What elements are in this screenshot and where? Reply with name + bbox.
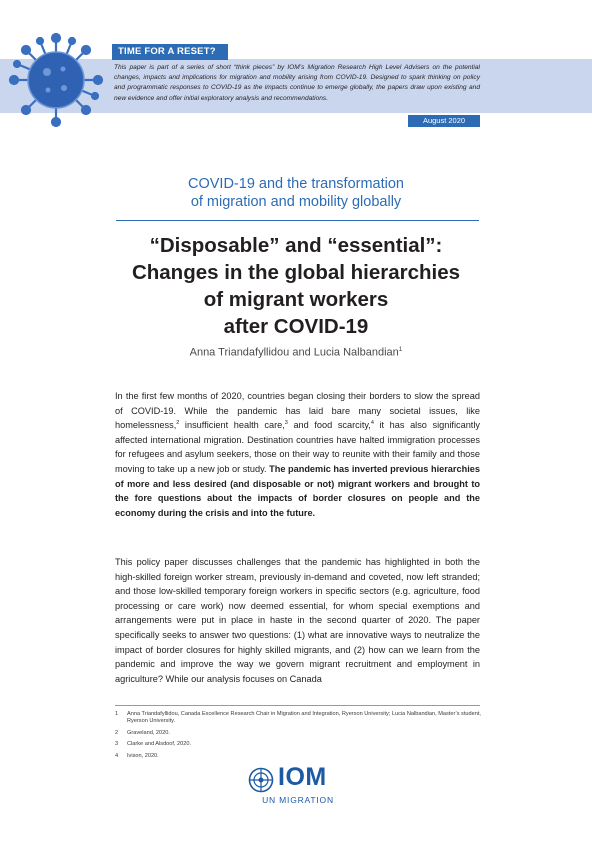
footnote-ref[interactable]: 4: [370, 420, 374, 427]
logo-wordmark: IOM: [278, 763, 327, 791]
intro-paragraph: [115, 389, 480, 520]
footnote-text: Ivison, 2020.: [127, 752, 159, 759]
series-title: [116, 175, 476, 211]
footnote: [115, 753, 483, 760]
footnote-ref[interactable]: 3: [284, 420, 288, 427]
title-divider: [116, 220, 479, 221]
title-line: Changes in the global hierarchies: [131, 261, 461, 284]
body-paragraph: This policy paper discusses challenges that the pandemic has highlighted in both the high-skilled foreign worker stream, previously in-demand and coveted, now left stranded; and those low-skilled temporary foreign workers in specific sectors (e.g. agriculture, food processing or care work) now deemed essential, for whom special exemptions and arrangements were put in place in haste in the second quarter of 2020. The paper specifically seeks to answer two questions: (1) what are innovative ways to neutralize the impact of border closures for highly skilled migrants, and (2) how can we learn from the pandemic and improve the way we govern migrant recruitment and employment in agriculture? While our analysis focuses on Canada: [115, 557, 480, 684]
paragraph-text: it has also significantly affected international migration. Destination countries have halted immigration processes for refugees and asylum seekers, those on their way to reunite with their family and those moving to take up a new job or study.: [115, 420, 480, 474]
virus-illustration: [6, 30, 106, 130]
footnote-number: 1: [115, 711, 119, 717]
series-title-line: of migration and mobility globally: [190, 194, 402, 210]
un-globe-icon: [248, 767, 274, 793]
title-line: “Disposable” and “essential”:: [149, 234, 443, 257]
banner-tag: TIME FOR A RESET?: [112, 44, 228, 60]
footnote-ref[interactable]: 2: [176, 420, 180, 427]
paragraph-text: In the first few months of 2020, countries began closing their borders to slow the spread of COVID-19. While the pandemic has laid bare many societal issues, like homelessness,: [115, 391, 480, 431]
banner-description: This paper is part of a series of short “think pieces” by IOM’s Migration Research High Level Advisers on the potential changes, impacts and implications for migration and mobility arising from COVID-19. Designed to spark thinking on policy and programmatic responses to COVID-19 as the impacts continue to emerge globally, the papers draw upon existing and new evidence and offer initial exploratory analysis and recommendations.: [114, 64, 480, 102]
footnote-text: Graveland, 2020.: [127, 729, 170, 736]
footnote-number: 3: [115, 741, 119, 748]
paper-title: [100, 232, 492, 340]
title-line: of migrant workers: [203, 288, 389, 311]
authors: [116, 346, 476, 359]
paragraph-text: and food scarcity,: [287, 420, 371, 431]
footnote: [115, 741, 483, 748]
footnote-text: Clarke and Alsdoof, 2020.: [127, 741, 192, 748]
iom-logo: [248, 763, 348, 811]
footnote-ref[interactable]: 1: [398, 346, 403, 353]
publication-date: August 2020: [408, 115, 480, 127]
series-title-line: COVID-19 and the transformation: [188, 176, 404, 192]
paragraph-emphasis: The pandemic has inverted previous hierarchies of more and less desired (and disposable or not) migrant workers and brought to the fore questions about the impacts of border closures on people and the economy during the crisis and into the future.: [115, 463, 480, 518]
author-names: Anna Triandafyllidou and Lucia Nalbandian: [189, 346, 399, 359]
footnote-text: Anna Triandafyllidou, Canada Excellence Research Chair in Migration and Integration, Ryerson University; Lucia Nalbandian, Master’s student, Ryerson University.: [127, 711, 481, 725]
logo-subtitle: UN MIGRATION: [262, 795, 334, 805]
footnote-divider: [115, 705, 480, 706]
paragraph-text: insufficient health care,: [179, 420, 285, 431]
footnote: [115, 730, 483, 737]
footnote: [115, 711, 483, 726]
footnotes: [115, 711, 483, 764]
title-line: after COVID-19: [223, 315, 369, 338]
footnote-number: 2: [115, 729, 119, 736]
footnote-number: 4: [115, 752, 119, 759]
